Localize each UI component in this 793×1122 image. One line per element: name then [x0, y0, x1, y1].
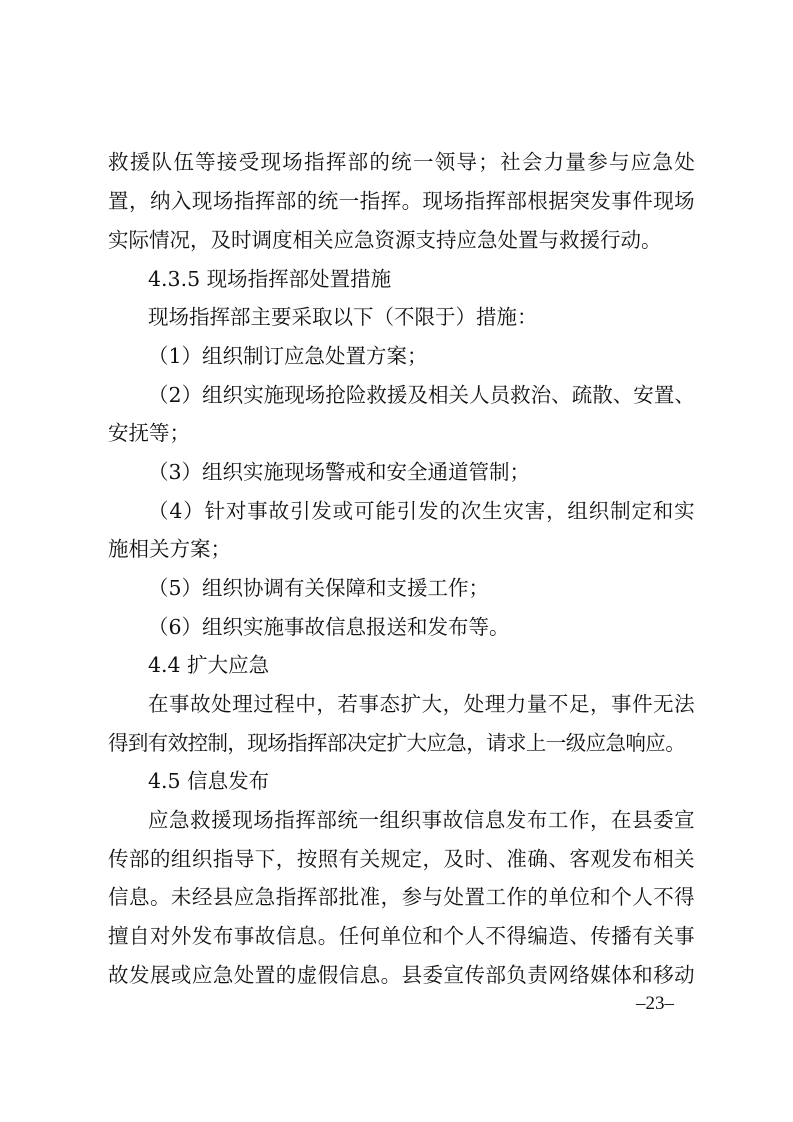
text-line: 实际情况，及时调度相关应急资源支持应急处置与救援行动。	[108, 228, 662, 252]
text-line: 传 部 的 组 织 指 导 下 ， 按 照 有 关 规 定 ， 及 时 、 准 确 、 客 观 发 布 相 关	[108, 847, 695, 871]
section-heading: 4.5 信息发布	[148, 769, 270, 793]
text-line: 信 息 。 未 经 县 应 急 指 挥 部 批 准 ， 参 与 处 置 工 作 的 单 位 和 个 人 不 得	[108, 885, 695, 909]
list-item: （6）组织实施事故信息报送和发布等。	[148, 615, 510, 639]
list-item: （1）组织制订应急处置方案；	[148, 344, 428, 368]
section-heading: 4.3.5 现场指挥部处置措施	[148, 267, 392, 291]
list-item: （3）组织实施现场警戒和安全通道管制；	[148, 460, 531, 484]
text-line: 擅 自 对 外 发 布 事 故 信 息 。 任 何 单 位 和 个 人 不 得 编 造 、 传 播 有 关 事	[108, 924, 695, 948]
text-line: 在 事 故 处 理 过 程 中 ， 若 事 态 扩 大 ， 处 理 力 量 不 足 ， 事 件 无 法	[148, 692, 695, 716]
text-line: 得到有效控制，现场指挥部决定扩大应急，请求上一级应急响应。	[108, 731, 686, 755]
text-line: 应 急 救 援 现 场 指 挥 部 统 一 组 织 事 故 信 息 发 布 工 作 ， 在 县 委 宣	[148, 808, 695, 832]
text-line: 施相关方案；	[108, 537, 231, 561]
list-item: （ 4 ） 针 对 事 故 引 发 或 可 能 引 发 的 次 生 灾 害 ， 组 织 制 定 和 实	[148, 499, 695, 523]
text-line: 救 援 队 伍 等 接 受 现 场 指 挥 部 的 统 一 领 导 ； 社 会 力 量 参 与 应 急 处	[108, 150, 695, 174]
list-item: （ 2 ） 组 织 实 施 现 场 抢 险 救 援 及 相 关 人 员 救 治 、 疏 散 、 安 置 、	[148, 383, 695, 407]
text-line: 安抚等；	[108, 421, 190, 445]
text-line: 置 ， 纳 入 现 场 指 挥 部 的 统 一 指 挥 。 现 场 指 挥 部 根 据 突 发 事 件 现 场	[108, 189, 695, 213]
page-number: –23–	[636, 993, 674, 1014]
text-line: 故 发 展 或 应 急 处 置 的 虚 假 信 息 。 县 委 宣 传 部 负 责 网 络 媒 体 和 移 动	[108, 963, 695, 987]
section-heading: 4.4 扩大应急	[148, 653, 270, 677]
text-line: 现场指挥部主要采取以下（不限于）措施：	[148, 305, 538, 329]
list-item: （5）组织协调有关保障和支援工作；	[148, 576, 490, 600]
